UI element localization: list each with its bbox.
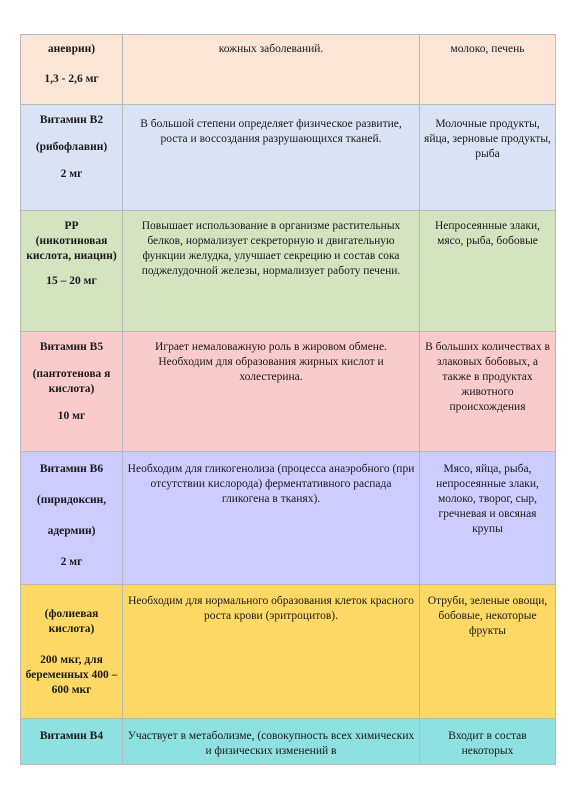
function-cell xyxy=(123,211,420,332)
sources-cell xyxy=(420,332,556,452)
vitamin-table xyxy=(20,34,556,765)
vitamin-name-line: Витамин В4 xyxy=(39,730,104,742)
table-row xyxy=(21,585,556,719)
sources-cell xyxy=(420,105,556,211)
sources-text: Молочные продукты, яйца, зерновые продукты, рыба xyxy=(424,118,551,160)
vitamin-dose: 2 мг xyxy=(60,556,83,568)
table-row xyxy=(21,211,556,332)
sources-text: Непросеянные злаки, мясо, рыба, бобовые xyxy=(434,220,540,247)
vitamin-name-line: Витамин В2 xyxy=(39,114,104,126)
vitamin-name-line: аневрин) xyxy=(47,43,96,55)
vitamin-name-cell xyxy=(21,211,123,332)
sources-cell xyxy=(420,211,556,332)
vitamin-name-cell xyxy=(21,719,123,765)
function-cell xyxy=(123,332,420,452)
vitamin-name-line: (пантотенова я кислота) xyxy=(32,368,111,395)
sources-text: В больших количествах в злаковых бобовых, а также в продуктах животного происхождения xyxy=(425,341,550,413)
vitamin-name-cell xyxy=(21,585,123,719)
sources-text: Мясо, яйца, рыба, непросеянные злаки, молоко, творог, сыр, гречневая и овсяная крупы xyxy=(436,463,539,535)
vitamin-name-cell xyxy=(21,35,123,105)
table-row xyxy=(21,105,556,211)
vitamin-name-line: адермин) xyxy=(47,525,96,537)
function-cell xyxy=(123,585,420,719)
function-text: Участвует в метаболизме, (совокупность всех химических и физических изменений в xyxy=(127,730,415,757)
vitamin-name-line: PP xyxy=(64,220,79,232)
vitamin-name-line: Витамин В6 xyxy=(39,463,104,475)
vitamin-dose: 2 мг xyxy=(60,168,83,180)
table-row xyxy=(21,35,556,105)
vitamin-dose: 200 мкг, для беременных 400 – 600 мкг xyxy=(25,654,118,696)
vitamin-dose: 1,3 - 2,6 мг xyxy=(44,73,99,85)
function-text: Необходим для гликогенолиза (процесса анаэробного (при отсутствии кислорода) ферментативного распада гликогена в тканях). xyxy=(127,463,415,505)
sources-cell xyxy=(420,35,556,105)
function-text: Необходим для нормального образования клеток красного роста крови (эритроцитов). xyxy=(128,595,414,622)
function-text: Играет немаловажную роль в жировом обмене. Необходим для образования жирных кислот и холестерина. xyxy=(155,341,387,383)
function-text: В большой степени определяет физическое развитие, роста и воссоздания разрушающихся тканей. xyxy=(140,118,402,145)
vitamin-name-line: (пиридоксин, xyxy=(36,494,107,506)
table-row xyxy=(21,719,556,765)
sources-text: молоко, печень xyxy=(450,43,525,55)
sources-text: Входит в состав некоторых xyxy=(448,730,527,757)
vitamin-dose: 10 мг xyxy=(57,410,86,422)
sources-cell xyxy=(420,585,556,719)
function-cell xyxy=(123,452,420,585)
sources-cell xyxy=(420,452,556,585)
vitamin-name-line: (фолиевая кислота) xyxy=(44,608,99,635)
function-text: кожных заболеваний. xyxy=(218,43,324,55)
vitamin-name-cell xyxy=(21,105,123,211)
vitamin-name-line: (рибофлавин) xyxy=(35,141,108,153)
vitamin-name-cell xyxy=(21,332,123,452)
vitamin-name-line: (никотиновая кислота, ниацин) xyxy=(26,235,117,262)
table-row xyxy=(21,332,556,452)
vitamin-name-cell xyxy=(21,452,123,585)
vitamin-name-line: Витамин В5 xyxy=(39,341,104,353)
function-cell xyxy=(123,35,420,105)
sources-cell xyxy=(420,719,556,765)
sources-text: Отруби, зеленые овощи, бобовые, некоторые фрукты xyxy=(427,595,548,637)
function-text: Повышает использование в организме растительных белков, нормализует секреторную и двигательную функции желудка, улучшает секрецию и состав сока поджелудочной железы, нормализует работу печени. xyxy=(141,220,401,277)
table-row xyxy=(21,452,556,585)
vitamin-table-page xyxy=(20,34,554,765)
vitamin-dose: 15 – 20 мг xyxy=(46,275,97,287)
function-cell xyxy=(123,719,420,765)
function-cell xyxy=(123,105,420,211)
